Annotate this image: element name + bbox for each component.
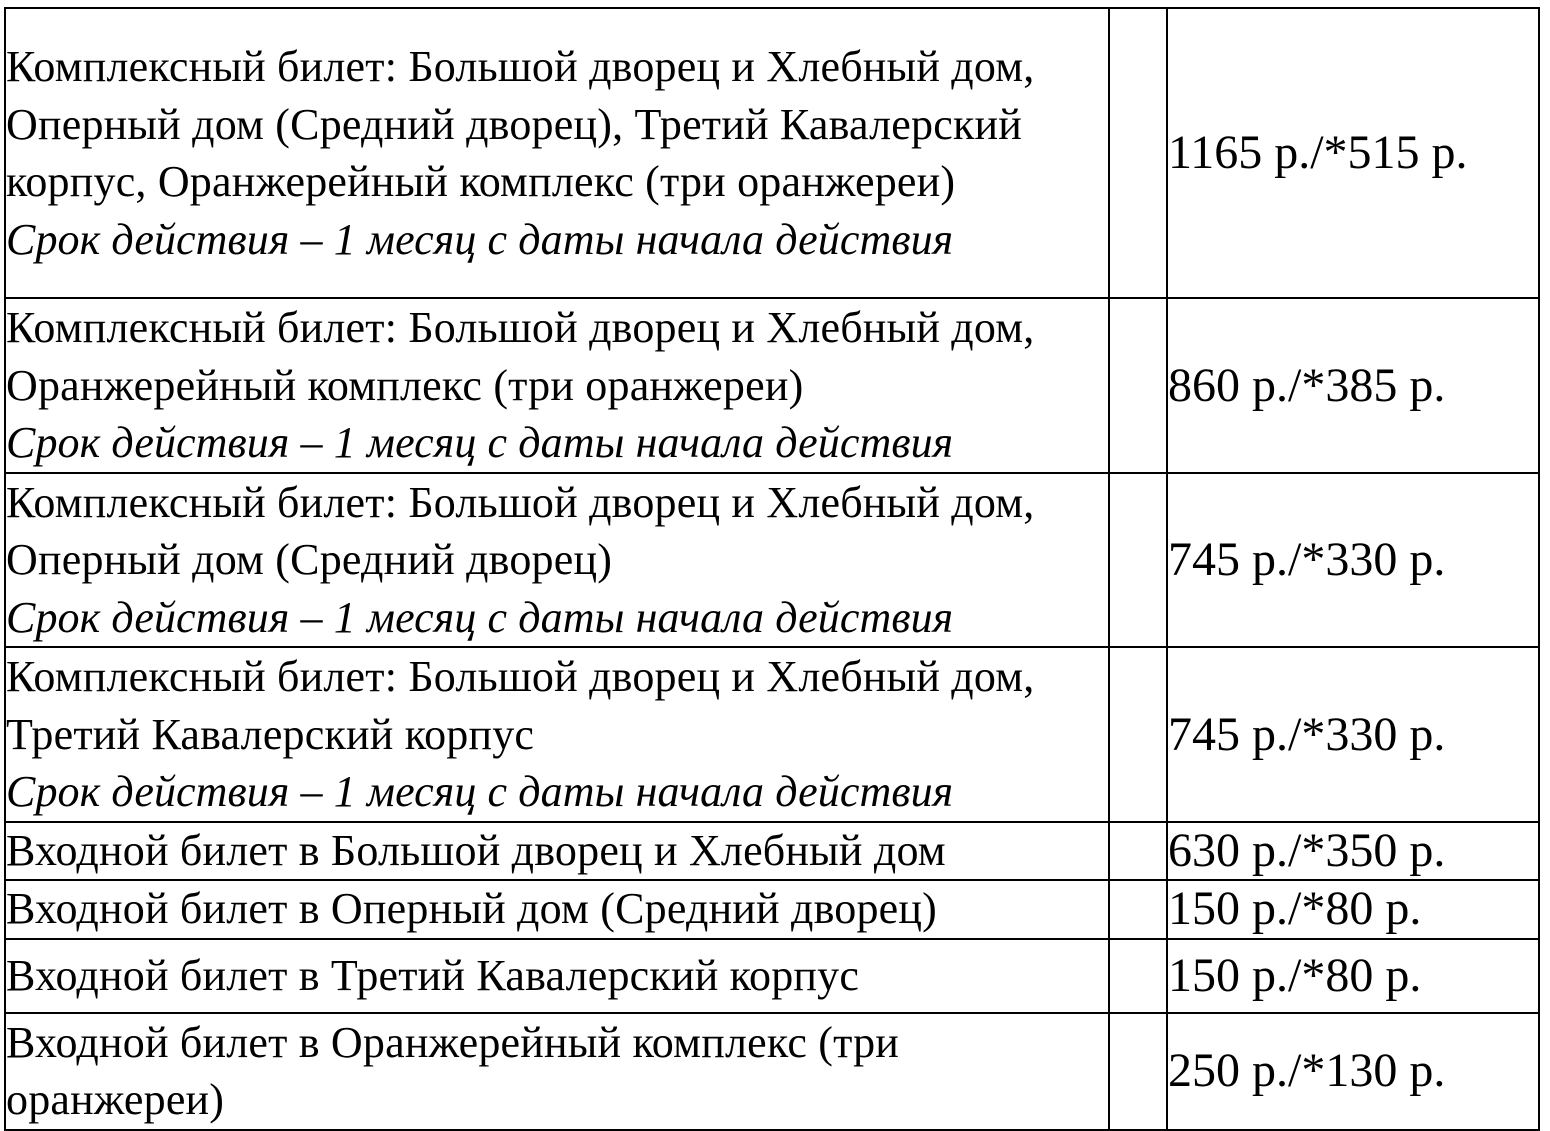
table-row [5, 298, 1539, 473]
ticket-validity-note: Срок действия – 1 месяц с даты начала действия [6, 592, 954, 642]
ticket-validity-note: Срок действия – 1 месяц с даты начала действия [6, 214, 954, 264]
ticket-description: Комплексный билет: Большой дворец и Хлебный дом, Оперный дом (Средний дворец) [6, 477, 1035, 584]
empty-cell [1109, 647, 1167, 822]
ticket-description: Входной билет в Большой дворец и Хлебный дом [6, 825, 946, 875]
empty-cell [1109, 8, 1167, 298]
ticket-description-cell [5, 880, 1109, 939]
empty-cell [1109, 880, 1167, 939]
table-row [5, 822, 1539, 880]
empty-cell [1109, 298, 1167, 473]
ticket-description-cell [5, 8, 1109, 298]
table-row [5, 1013, 1539, 1130]
ticket-price: 150 р./*80 р. [1167, 939, 1539, 1013]
empty-cell [1109, 1013, 1167, 1130]
empty-cell [1109, 939, 1167, 1013]
ticket-validity-note: Срок действия – 1 месяц с даты начала действия [6, 418, 954, 467]
ticket-validity-note: Срок действия – 1 месяц с даты начала действия [6, 767, 954, 816]
ticket-price: 1165 р./*515 р. [1167, 8, 1539, 298]
ticket-description-cell [5, 1013, 1109, 1130]
ticket-price: 250 р./*130 р. [1167, 1013, 1539, 1130]
ticket-description: Входной билет в Оперный дом (Средний дворец) [6, 884, 937, 933]
ticket-price: 860 р./*385 р. [1167, 298, 1539, 473]
table-row [5, 473, 1539, 648]
ticket-price: 630 р./*350 р. [1167, 822, 1539, 880]
ticket-price: 745 р./*330 р. [1167, 473, 1539, 648]
table-row [5, 647, 1539, 822]
ticket-price-table-body [5, 8, 1539, 1130]
table-row [5, 880, 1539, 939]
ticket-description: Комплексный билет: Большой дворец и Хлебный дом, Оперный дом (Средний дворец), Третий Кавалерский корпус, Оранжерейный комплекс (три оранжереи) [6, 42, 1035, 206]
ticket-description: Комплексный билет: Большой дворец и Хлебный дом, Оранжерейный комплекс (три оранжереи) [6, 303, 1035, 410]
ticket-description: Входной билет в Оранжерейный комплекс (три оранжереи) [6, 1017, 900, 1124]
ticket-description: Комплексный билет: Большой дворец и Хлебный дом, Третий Кавалерский корпус [6, 652, 1035, 759]
ticket-price: 150 р./*80 р. [1167, 880, 1539, 939]
ticket-description-cell [5, 939, 1109, 1013]
empty-cell [1109, 822, 1167, 880]
ticket-price-table [4, 7, 1540, 1131]
empty-cell [1109, 473, 1167, 648]
ticket-description-cell [5, 298, 1109, 473]
ticket-description-cell [5, 822, 1109, 880]
ticket-price: 745 р./*330 р. [1167, 647, 1539, 822]
table-row [5, 8, 1539, 298]
ticket-description: Входной билет в Третий Кавалерский корпус [6, 950, 860, 1000]
ticket-description-cell [5, 647, 1109, 822]
ticket-description-cell [5, 473, 1109, 648]
table-row [5, 939, 1539, 1013]
